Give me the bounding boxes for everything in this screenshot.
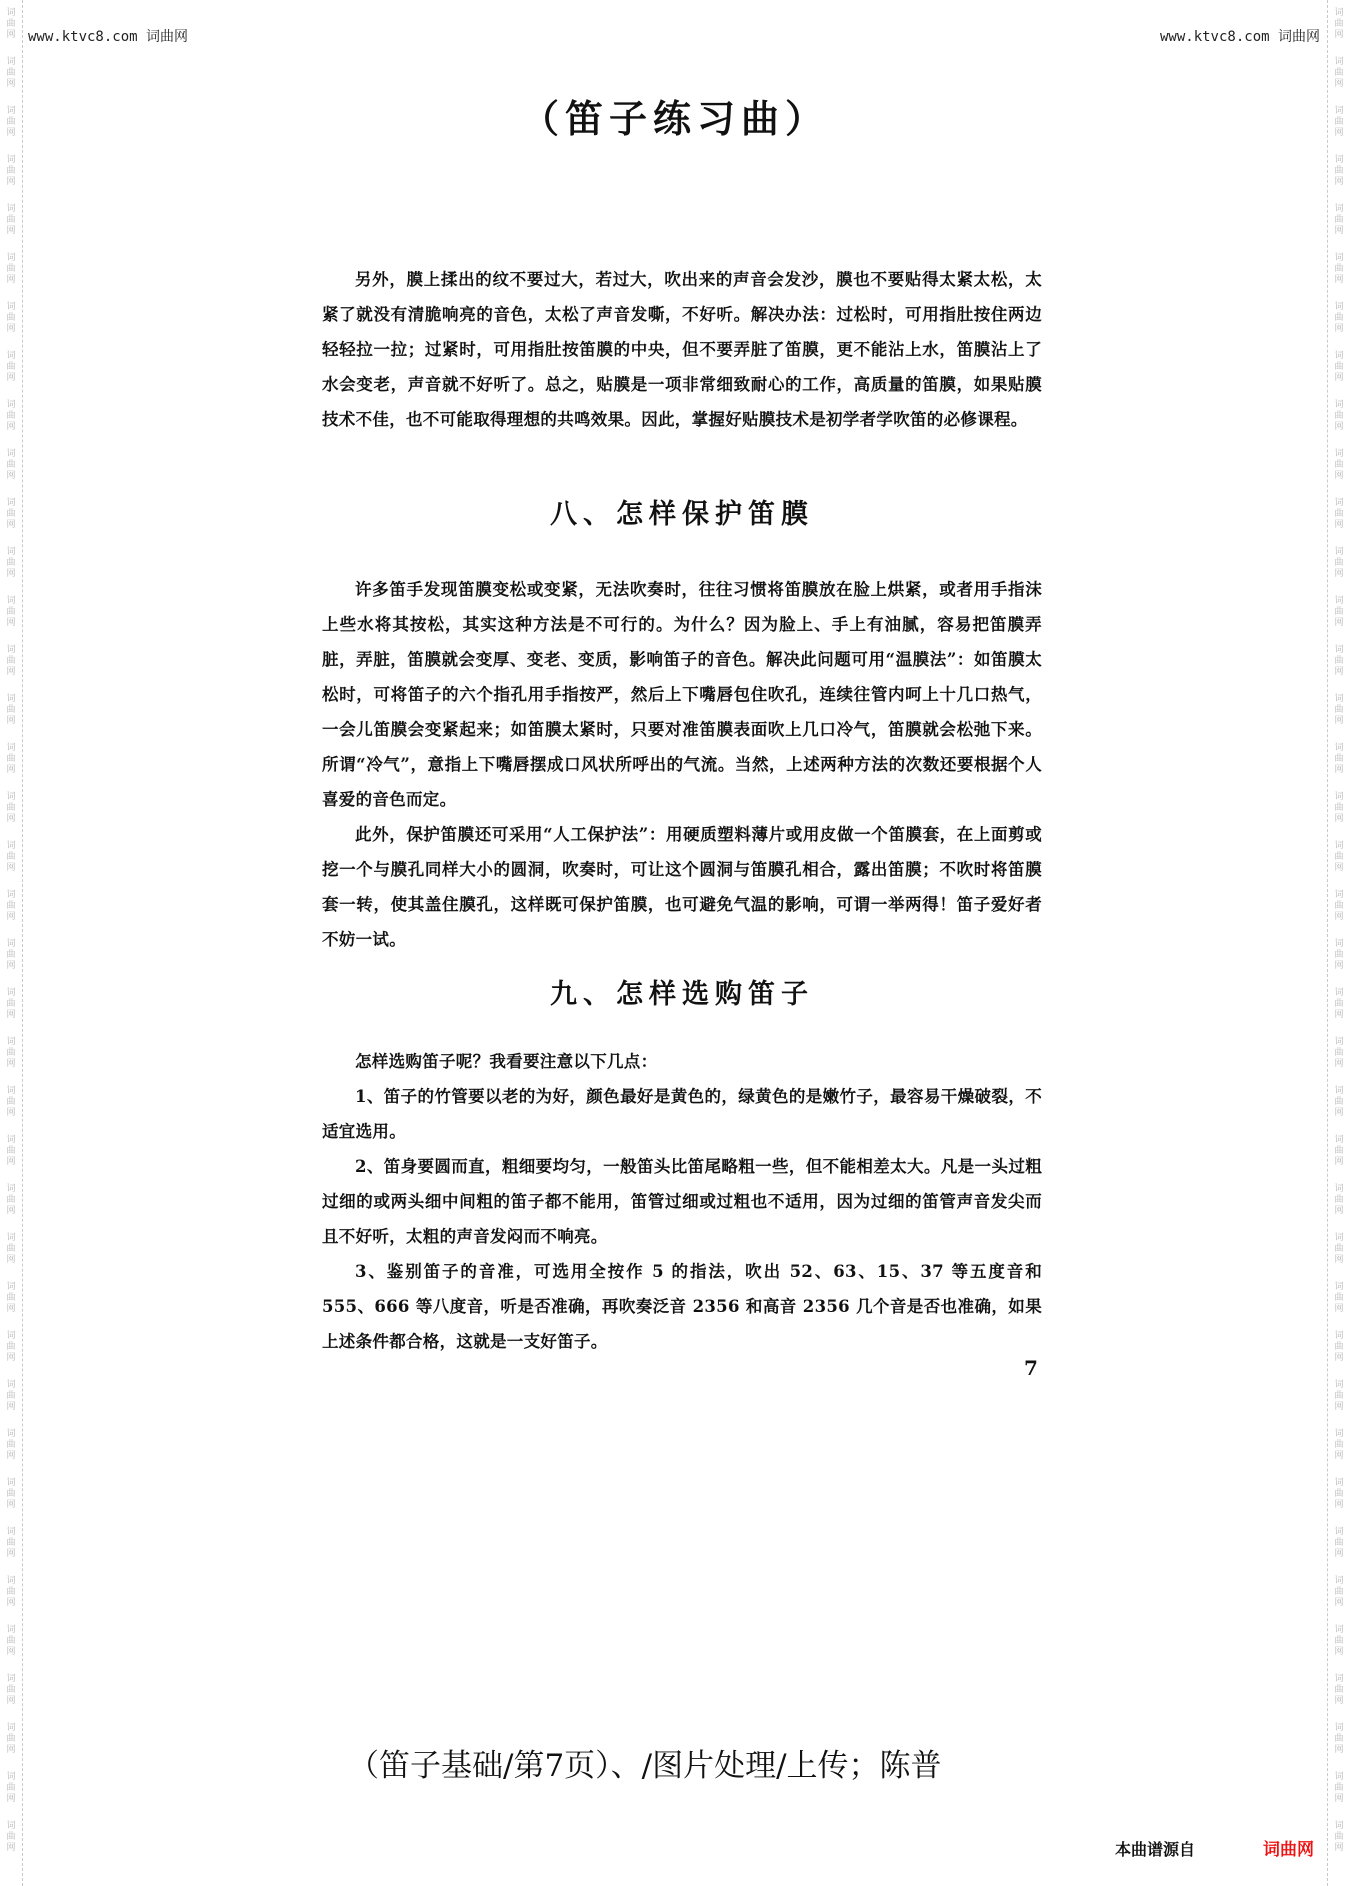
- section-9-heading: 九、怎样选购笛子: [550, 979, 814, 1010]
- side-watermark-text: 词 曲 网: [6, 1527, 16, 1559]
- section-8-paragraph: 许多笛手发现笛膜变松或变紧，无法吹奏时，往往习惯将笛膜放在脸上烘紧，或者用手指沫上些水将其按松，其实这种方法是不可行的。为什么？因为脸上、手上有油腻，容易把笛膜弄脏，弄脏，笛膜就会变厚、变老、变质，影响笛子的音色。解决此问题可用“温膜法”：如笛膜太松时，可将笛子的六个指孔用手指按严，然后上下嘴唇包住吹孔，连续往管内呵上十几口热气，一会儿笛膜会变紧起来；如笛膜太紧时，只要对准笛膜表面吹上几口冷气，笛膜就会松弛下来。所谓“冷气”，意指上下嘴唇摆成口风状所呼出的气流。当然，上述两种方法的次数还要根据个人喜爱的音色而定。: [322, 580, 1042, 809]
- side-watermark-text: 词 曲 网: [1334, 1821, 1344, 1853]
- side-watermark-text: 词 曲 网: [1334, 743, 1344, 775]
- side-watermark-text: 词 曲 网: [6, 1233, 16, 1265]
- side-watermark-text: 词 曲 网: [6, 57, 16, 89]
- side-watermark-text: 词 曲 网: [1334, 253, 1344, 285]
- side-watermark-text: 词 曲 网: [6, 645, 16, 677]
- side-watermark-text: 词 曲 网: [1334, 57, 1344, 89]
- list-item: 3、鉴别笛子的音准，可选用全按作 5 的指法，吹出 52、63、15、37 等五度音和 555、666 等八度音，听是否准确，再吹奏泛音 2356 和高音 2356 几个音是否也准确，如果上述条件都合格，这就是一支好笛子。: [322, 1262, 1042, 1351]
- section-8-body: [322, 572, 1042, 957]
- side-watermark-text: 词 曲 网: [6, 106, 16, 138]
- side-watermark-text: 词 曲 网: [1334, 498, 1344, 530]
- source-brand-link[interactable]: 词曲网: [1263, 1840, 1314, 1860]
- left-watermark-strip: [0, 0, 23, 1886]
- side-watermark-text: 词 曲 网: [6, 204, 16, 236]
- side-watermark-text: 词 曲 网: [6, 1135, 16, 1167]
- side-watermark-text: 词 曲 网: [1334, 1037, 1344, 1069]
- side-watermark-text: 词 曲 网: [6, 988, 16, 1020]
- source-label: 本曲谱源自: [1115, 1840, 1196, 1859]
- page-number: 7: [1024, 1356, 1038, 1380]
- side-watermark-text: 词 曲 网: [6, 449, 16, 481]
- document-title: （笛子练习曲）: [520, 96, 829, 141]
- section-9-lead: 怎样选购笛子呢？我看要注意以下几点：: [355, 1052, 658, 1071]
- side-watermark-text: 词 曲 网: [6, 792, 16, 824]
- side-watermark-text: 词 曲 网: [1334, 400, 1344, 432]
- intro-section: [322, 262, 1042, 437]
- site-link-right[interactable]: www.ktvc8.com 词曲网: [1159, 29, 1320, 45]
- section-8-paragraph: 此外，保护笛膜还可采用“人工保护法”：用硬质塑料薄片或用皮做一个笛膜套，在上面剪或挖一个与膜孔同样大小的圆洞，吹奏时，可让这个圆洞与笛膜孔相合，露出笛膜；不吹时将笛膜套一转，使其盖住膜孔，这样既可保护笛膜，也可避免气温的影响，可谓一举两得！笛子爱好者不妨一试。: [322, 825, 1042, 949]
- side-watermark-text: 词 曲 网: [1334, 8, 1344, 40]
- side-watermark-text: 词 曲 网: [6, 1821, 16, 1853]
- list-item: 1、笛子的竹管要以老的为好，颜色最好是黄色的，绿黄色的是嫩竹子，最容易干燥破裂，不适宜选用。: [322, 1087, 1042, 1141]
- side-watermark-text: 词 曲 网: [6, 155, 16, 187]
- side-watermark-text: 词 曲 网: [6, 939, 16, 971]
- side-watermark-text: 词 曲 网: [6, 1576, 16, 1608]
- side-watermark-text: 词 曲 网: [1334, 1331, 1344, 1363]
- side-watermark-text: 词 曲 网: [6, 498, 16, 530]
- side-watermark-text: 词 曲 网: [1334, 1282, 1344, 1314]
- side-watermark-text: 词 曲 网: [1334, 988, 1344, 1020]
- side-watermark-text: 词 曲 网: [6, 1772, 16, 1804]
- side-watermark-text: 词 曲 网: [6, 351, 16, 383]
- side-watermark-text: 词 曲 网: [6, 1282, 16, 1314]
- side-watermark-text: 词 曲 网: [1334, 449, 1344, 481]
- side-watermark-text: 词 曲 网: [6, 694, 16, 726]
- side-watermark-text: 词 曲 网: [6, 302, 16, 334]
- side-watermark-text: 词 曲 网: [1334, 1184, 1344, 1216]
- side-watermark-text: 词 曲 网: [1334, 1086, 1344, 1118]
- side-watermark-text: 词 曲 网: [1334, 1380, 1344, 1412]
- side-watermark-text: 词 曲 网: [1334, 351, 1344, 383]
- side-watermark-text: 词 曲 网: [1334, 204, 1344, 236]
- side-watermark-text: 词 曲 网: [1334, 1429, 1344, 1461]
- footer-caption: （笛子基础/第7页）、/图片处理/上传；陈普: [348, 1748, 942, 1784]
- side-watermark-text: 词 曲 网: [6, 1331, 16, 1363]
- side-watermark-text: 词 曲 网: [1334, 1527, 1344, 1559]
- side-watermark-text: 词 曲 网: [1334, 1772, 1344, 1804]
- list-item: 2、笛身要圆而直，粗细要均匀，一般笛头比笛尾略粗一些，但不能相差太大。凡是一头过粗过细的或两头细中间粗的笛子都不能用，笛管过细或过粗也不适用，因为过细的笛管声音发尖而且不好听，太粗的声音发闷而不响亮。: [322, 1157, 1042, 1246]
- side-watermark-text: 词 曲 网: [6, 1674, 16, 1706]
- side-watermark-text: 词 曲 网: [1334, 1233, 1344, 1265]
- side-watermark-text: 词 曲 网: [6, 1086, 16, 1118]
- side-watermark-text: 词 曲 网: [1334, 596, 1344, 628]
- side-watermark-text: 词 曲 网: [6, 1625, 16, 1657]
- section-9-body: [322, 1044, 1042, 1359]
- side-watermark-text: 词 曲 网: [1334, 106, 1344, 138]
- side-watermark-text: 词 曲 网: [6, 1478, 16, 1510]
- side-watermark-text: 词 曲 网: [1334, 890, 1344, 922]
- side-watermark-text: 词 曲 网: [1334, 1674, 1344, 1706]
- side-watermark-text: 词 曲 网: [6, 743, 16, 775]
- side-watermark-text: 词 曲 网: [1334, 302, 1344, 334]
- side-watermark-text: 词 曲 网: [1334, 155, 1344, 187]
- side-watermark-text: 词 曲 网: [6, 1380, 16, 1412]
- side-watermark-text: 词 曲 网: [1334, 1723, 1344, 1755]
- side-watermark-text: 词 曲 网: [6, 1429, 16, 1461]
- side-watermark-text: 词 曲 网: [6, 1184, 16, 1216]
- side-watermark-text: 词 曲 网: [6, 596, 16, 628]
- side-watermark-text: 词 曲 网: [1334, 792, 1344, 824]
- side-watermark-text: 词 曲 网: [6, 890, 16, 922]
- side-watermark-text: 词 曲 网: [1334, 1478, 1344, 1510]
- side-watermark-text: 词 曲 网: [6, 253, 16, 285]
- side-watermark-text: 词 曲 网: [1334, 1576, 1344, 1608]
- side-watermark-text: 词 曲 网: [6, 1037, 16, 1069]
- side-watermark-text: 词 曲 网: [6, 400, 16, 432]
- right-watermark-strip: [1327, 0, 1350, 1886]
- side-watermark-text: 词 曲 网: [6, 1723, 16, 1755]
- section-8-heading: 八、怎样保护笛膜: [550, 499, 814, 530]
- side-watermark-text: 词 曲 网: [1334, 694, 1344, 726]
- side-watermark-text: 词 曲 网: [1334, 1625, 1344, 1657]
- side-watermark-text: 词 曲 网: [1334, 841, 1344, 873]
- side-watermark-text: 词 曲 网: [1334, 547, 1344, 579]
- site-link-left[interactable]: www.ktvc8.com 词曲网: [28, 29, 189, 45]
- side-watermark-text: 词 曲 网: [6, 8, 16, 40]
- side-watermark-text: 词 曲 网: [1334, 1135, 1344, 1167]
- side-watermark-text: 词 曲 网: [1334, 645, 1344, 677]
- side-watermark-text: 词 曲 网: [6, 547, 16, 579]
- side-watermark-text: 词 曲 网: [6, 841, 16, 873]
- intro-paragraph: 另外，膜上揉出的纹不要过大，若过大，吹出来的声音会发沙，膜也不要贴得太紧太松，太紧了就没有清脆响亮的音色，太松了声音发嘶，不好听。解决办法：过松时，可用指肚按住两边轻轻拉一拉；过紧时，可用指肚按笛膜的中央，但不要弄脏了笛膜，更不能沾上水，笛膜沾上了水会变老，声音就不好听了。总之，贴膜是一项非常细致耐心的工作，高质量的笛膜，如果贴膜技术不佳，也不可能取得理想的共鸣效果。因此，掌握好贴膜技术是初学者学吹笛的必修课程。: [322, 270, 1042, 429]
- side-watermark-text: 词 曲 网: [1334, 939, 1344, 971]
